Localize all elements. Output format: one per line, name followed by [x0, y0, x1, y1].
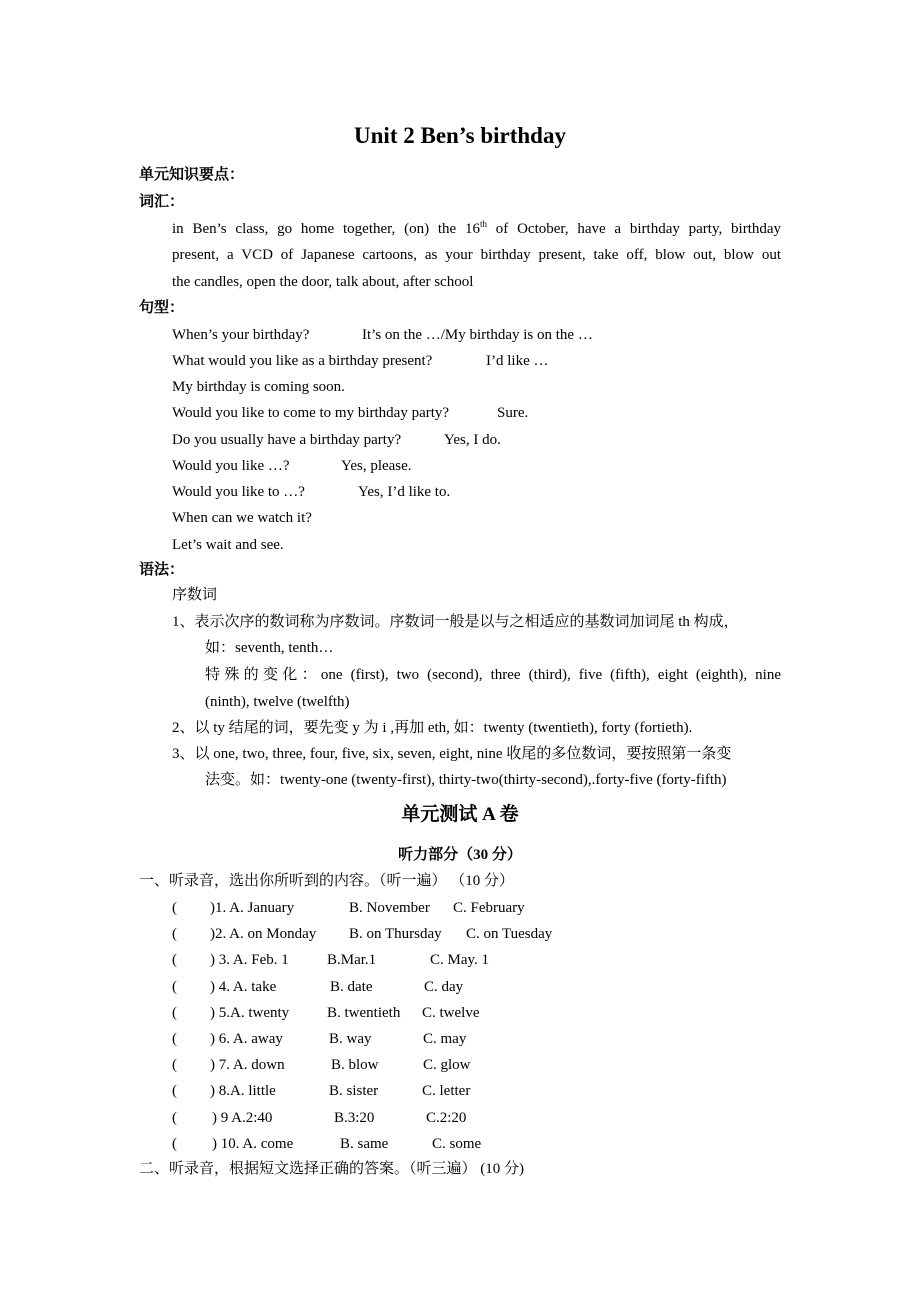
sentence-a: It’s on the …/My birthday is on the …: [362, 327, 593, 343]
superscript: th: [479, 219, 487, 229]
sentence-q: When can we watch it?: [172, 510, 312, 526]
grammar-line: 特殊的变化：one (first), two (second), three (third), five (fifth), eight (eighth), nine: [205, 667, 781, 683]
option-a: ) 6. A. away: [210, 1031, 283, 1047]
page-title: Unit 2 Ben’s birthday: [354, 123, 566, 148]
option-c: C. letter: [422, 1083, 471, 1100]
sentence-heading: 句型：: [139, 300, 185, 316]
sentence-q: When’s your birthday?: [172, 327, 310, 343]
sentence-a: Yes, I do.: [444, 432, 501, 448]
option-b: B. blow: [331, 1057, 379, 1074]
option-a: ) 3. A. Feb. 1: [210, 952, 289, 969]
section-2-heading: 二、听录音，根据短文选择正确的答案。（听三遍） (10 分): [139, 1161, 524, 1177]
option-b: B. twentieth: [327, 1004, 401, 1021]
test-title: 单元测试 A 卷: [401, 804, 519, 825]
sentence-q: Let’s wait and see.: [172, 537, 284, 553]
option-a: )1. A. January: [210, 900, 295, 916]
answer-blank[interactable]: (: [172, 1057, 177, 1074]
sentence-q: Do you usually have a birthday party?: [172, 432, 402, 448]
option-b: B.Mar.1: [327, 952, 377, 969]
option-c: C. day: [424, 978, 464, 995]
sentence-q: What would you like as a birthday present?: [172, 353, 433, 369]
option-a: ) 9 A.2:40: [212, 1109, 273, 1126]
vocab-line: the candles, open the door, talk about, after school: [172, 274, 474, 290]
option-b: B. sister: [329, 1083, 379, 1100]
option-c: C. glow: [423, 1057, 471, 1074]
answer-blank[interactable]: (: [172, 900, 177, 916]
option-b: B. way: [329, 1031, 372, 1047]
answer-blank[interactable]: (: [172, 1083, 177, 1100]
grammar-topic: 序数词: [172, 587, 218, 603]
option-c: C. February: [453, 900, 525, 916]
vocab-line: present, a VCD of Japanese cartoons, as your birthday present, take off, blow out, blow out: [172, 247, 781, 263]
listening-title: 听力部分（30 分）: [398, 847, 522, 863]
answer-blank[interactable]: (: [172, 1135, 177, 1152]
grammar-heading: 语法：: [139, 562, 185, 578]
sentence-a: Yes, I’d like to.: [358, 484, 451, 500]
vocab-text: in Ben’s class, go home together, (on) the 16: [172, 221, 480, 237]
grammar-line: 3、以 one, two, three, four, five, six, seven, eight, nine 收尾的多位数词，要按照第一条变: [172, 746, 732, 762]
grammar-line: 如：seventh, tenth…: [205, 640, 334, 656]
vocab-heading: 词汇：: [139, 194, 185, 210]
option-a: ) 4. A. take: [210, 978, 277, 995]
answer-blank[interactable]: (: [172, 1004, 177, 1021]
option-b: B. on Thursday: [349, 926, 442, 943]
sentence-q: My birthday is coming soon.: [172, 379, 345, 395]
sentence-q: Would you like to …?: [172, 484, 305, 500]
answer-blank[interactable]: (: [172, 926, 177, 943]
option-a: ) 8.A. little: [210, 1083, 276, 1100]
option-b: B. date: [330, 978, 373, 995]
section-1-heading: 一、听录音，选出你所听到的内容。（听一遍） （10 分）: [139, 873, 515, 889]
vocab-text: of October, have a birthday party, birthday: [495, 221, 782, 237]
option-c: C. May. 1: [430, 952, 490, 969]
option-a: ) 10. A. come: [212, 1135, 294, 1152]
option-c: C.2:20: [426, 1109, 467, 1126]
option-a: ) 5.A. twenty: [210, 1004, 290, 1021]
option-b: B. same: [340, 1135, 389, 1152]
grammar-line: 1、表示次序的数词称为序数词。序数词一般是以与之相适应的基数词加词尾 th 构成，: [172, 614, 739, 630]
knowledge-heading: 单元知识要点：: [139, 167, 245, 183]
grammar-line: 法变。如：twenty-one (twenty-first), thirty-two(thirty-second),.forty-five (forty-fifth): [205, 772, 727, 788]
option-a: )2. A. on Monday: [210, 926, 317, 943]
sentence-a: Yes, please.: [341, 458, 412, 474]
option-a: ) 7. A. down: [210, 1057, 285, 1074]
sentence-a: Sure.: [497, 405, 529, 421]
grammar-line: (ninth), twelve (twelfth): [205, 694, 350, 710]
sentence-q: Would you like …?: [172, 458, 290, 474]
option-b: B.3:20: [334, 1109, 375, 1126]
option-c: C. some: [432, 1135, 482, 1152]
answer-blank[interactable]: (: [172, 952, 177, 969]
sentence-q: Would you like to come to my birthday party?: [172, 405, 450, 421]
option-b: B. November: [349, 900, 430, 916]
answer-blank[interactable]: (: [172, 1031, 177, 1047]
option-c: C. twelve: [422, 1004, 480, 1021]
answer-blank[interactable]: (: [172, 978, 177, 995]
option-c: C. on Tuesday: [466, 926, 553, 943]
vocab-line: [172, 219, 781, 239]
option-c: C. may: [423, 1031, 467, 1047]
grammar-line: 2、以 ty 结尾的词，要先变 y 为 i ,再加 eth, 如：twenty (twentieth), forty (fortieth).: [172, 720, 693, 736]
answer-blank[interactable]: (: [172, 1109, 177, 1126]
sentence-a: I’d like …: [486, 353, 549, 369]
